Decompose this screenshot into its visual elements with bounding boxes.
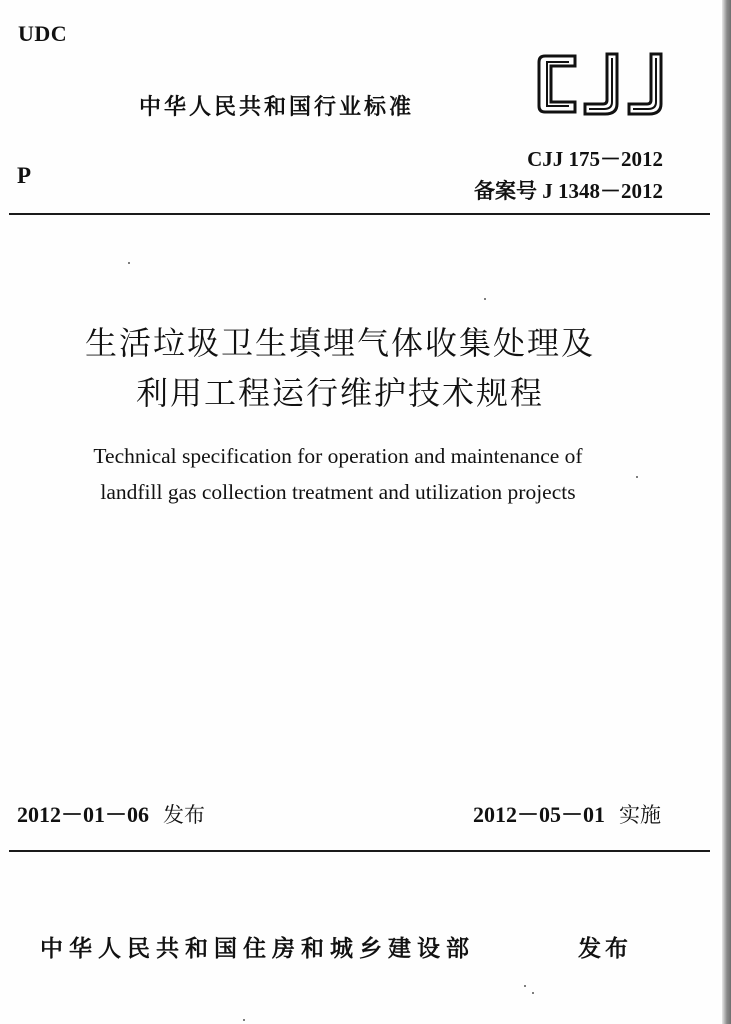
effective-date: 2012－05－01 (472, 802, 605, 827)
issue-label: 发布 (163, 803, 206, 827)
record-number: 备案号 J 1348－2012 (474, 179, 663, 203)
top-divider (9, 213, 710, 215)
chinese-title-line-2: 利用工程运行维护技术规程 (135, 374, 544, 412)
standard-type-label: 中华人民共和国行业标准 (139, 95, 415, 120)
english-title-line-1: Technical specification for operation and maintenance of (93, 444, 583, 468)
english-title (0, 438, 676, 510)
scan-speck (532, 992, 534, 994)
scan-speck (243, 1019, 245, 1021)
udc-label: UDC (18, 21, 68, 46)
english-title-line-2: landfill gas collection treatment and utilization projects (100, 480, 576, 504)
scan-speck (636, 476, 638, 478)
scan-speck (484, 298, 486, 300)
scan-speck (128, 262, 130, 264)
publisher-name: 中华人民共和国住房和城乡建设部 (40, 936, 475, 962)
publish-label: 发布 (578, 936, 632, 962)
effective-date-block (473, 798, 661, 829)
bottom-divider (9, 850, 710, 852)
category-letter: P (17, 163, 32, 188)
issue-date-block (17, 798, 205, 829)
code-block (474, 143, 663, 207)
chinese-title-line-1: 生活垃圾卫生填埋气体收集处理及 (84, 324, 595, 362)
standard-number: CJJ 175－2012 (527, 147, 663, 171)
scan-speck (524, 985, 526, 987)
page-edge-shadow (722, 0, 731, 1024)
issue-date: 2012－01－06 (17, 802, 150, 827)
chinese-title (0, 318, 680, 418)
cjj-logo (535, 48, 667, 120)
effective-label: 实施 (619, 803, 661, 827)
